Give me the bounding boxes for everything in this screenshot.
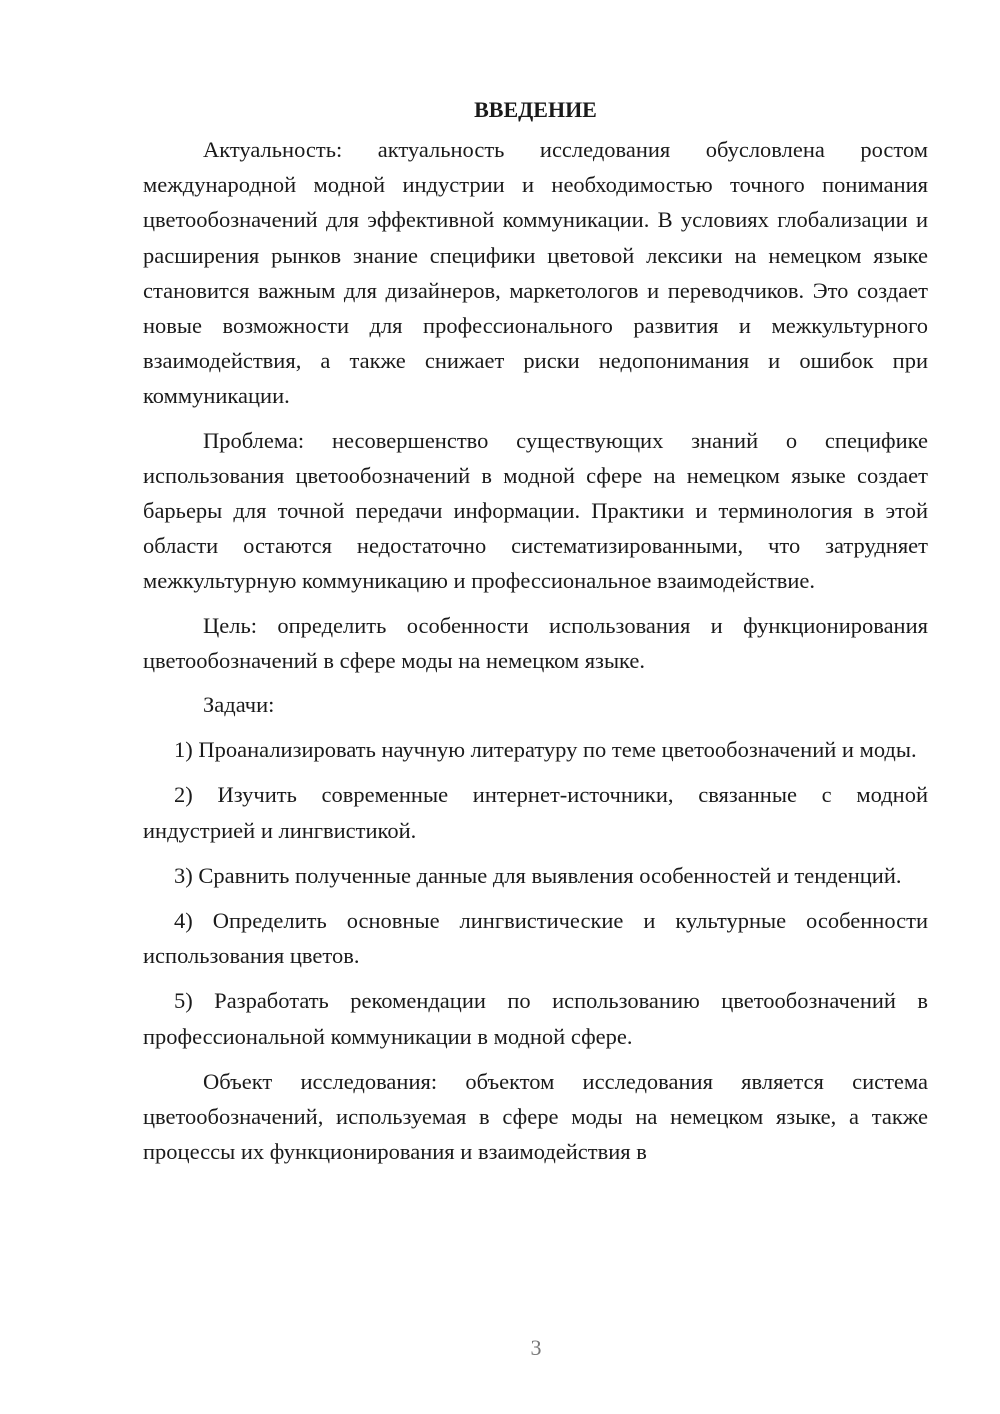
page-body <box>143 94 928 1169</box>
page-number: 3 <box>530 1335 542 1360</box>
task-item-2: 2) Изучить современные интернет-источники, связанные с модной индустрией и лингвистикой. <box>143 782 928 843</box>
tasks-heading: Задачи: <box>203 692 275 718</box>
paragraph-goal: Цель: определить особенности использования и функционирования цветообозначений в сфере моды на немецком языке. <box>143 612 928 673</box>
task-item-4: 4) Определить основные лингвистические и культурные особенности использования цветов. <box>143 908 928 969</box>
task-item-1: 1) Проанализировать научную литературу по теме цветообозначений и моды. <box>174 737 917 763</box>
paragraph-object: Объект исследования: объектом исследования является система цветообозначений, используемая в сфере моды на немецком языке, а также процессы их функционирования и взаимодействия в <box>143 1068 928 1165</box>
paragraph-problem: Проблема: несовершенство существующих знаний о специфике использования цветообозначений в модной сфере на немецком языке создает барьеры для точной передачи информации. Практики и терминология в этой области остаются недостаточно систематизированными, что затрудняет межкультурную коммуникацию и профессиональное взаимодействие. <box>143 427 928 594</box>
task-item-5: 5) Разработать рекомендации по использованию цветообозначений в профессиональной коммуникации в модной сфере. <box>143 988 928 1049</box>
section-title: ВВЕДЕНИЕ <box>474 97 597 122</box>
task-item-3: 3) Сравнить полученные данные для выявления особенностей и тенденций. <box>174 862 902 888</box>
paragraph-relevance: Актуальность: актуальность исследования обусловлена ростом международной модной индустрии и необходимостью точного понимания цветообозначений для эффективной коммуникации. В условиях глобализации и расширения рынков знание специфики цветовой лексики на немецком языке становится важным для дизайнеров, маркетологов и переводчиков. Это создает новые возможности для профессионального развития и межкультурного взаимодействия, а также снижает риски недопонимания и ошибок при коммуникации. <box>143 137 928 409</box>
